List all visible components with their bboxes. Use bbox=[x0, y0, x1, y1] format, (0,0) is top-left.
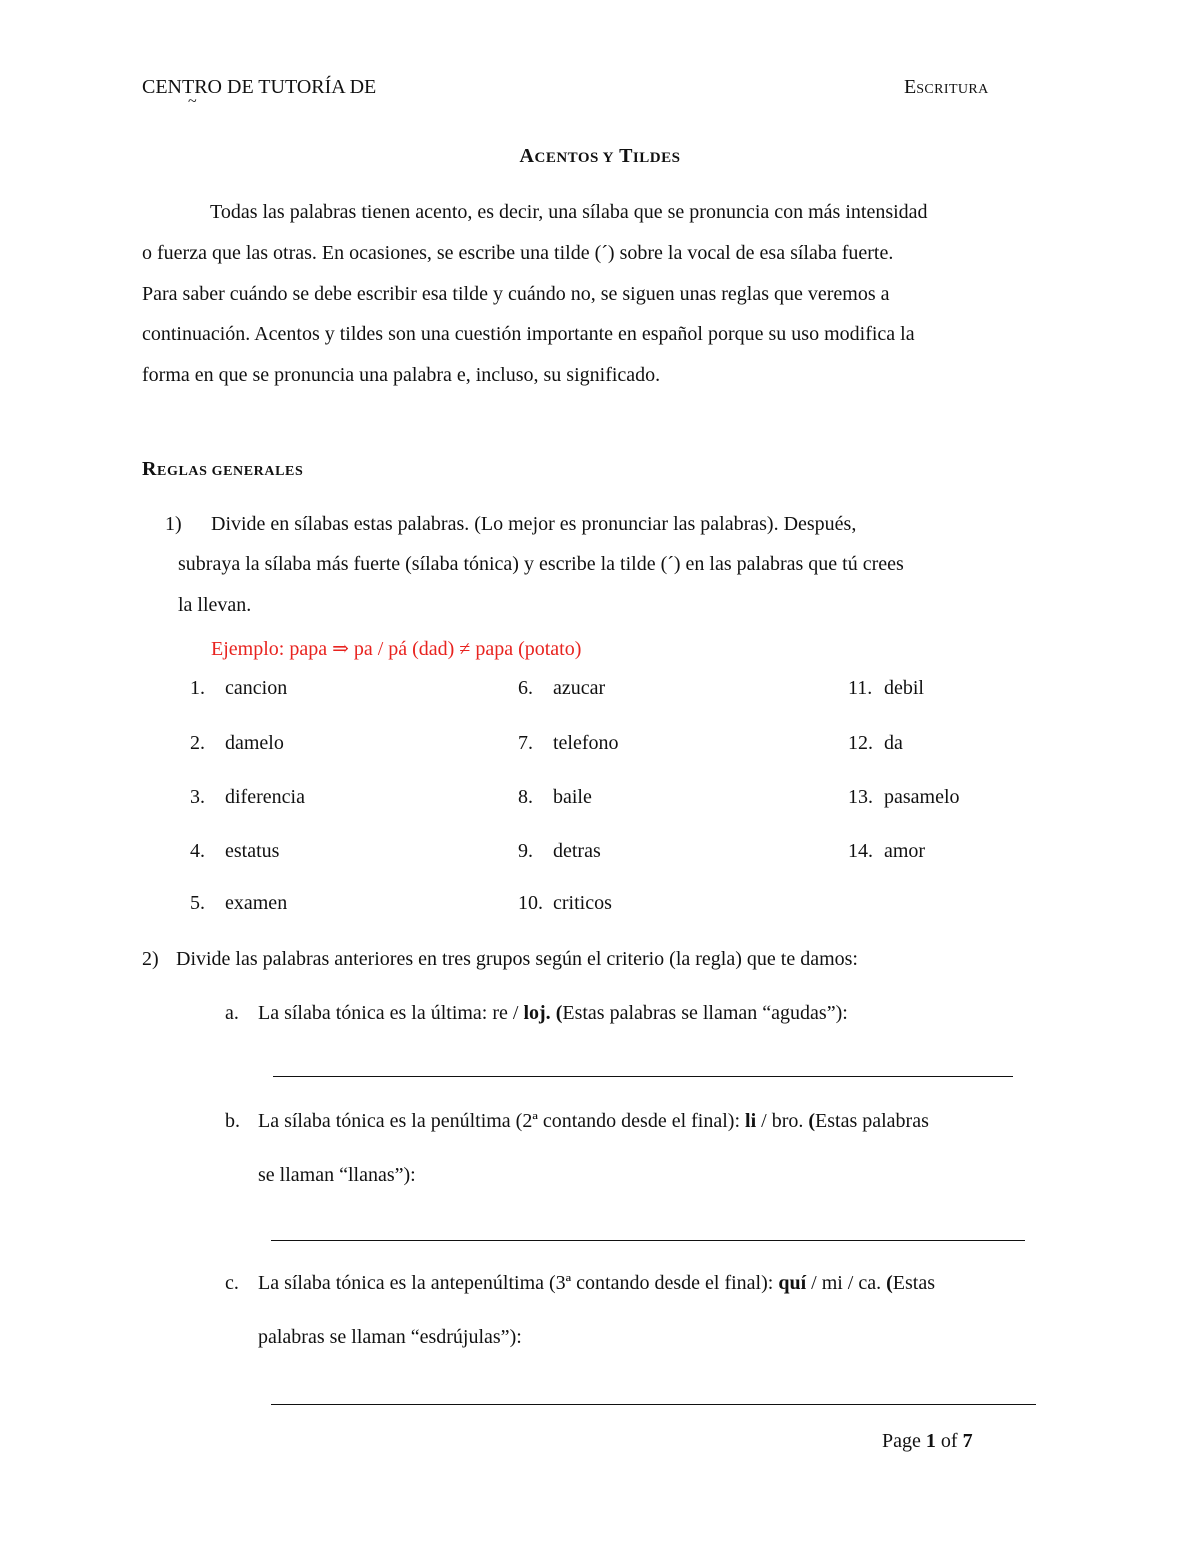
intro-line: Todas las palabras tienen acento, es decir, una sílaba que se pronuncia con más intensidad bbox=[210, 201, 928, 223]
intro-line: forma en que se pronuncia una palabra e, incluso, su significado. bbox=[142, 364, 661, 386]
word-item: baile bbox=[553, 786, 592, 808]
q2-text: Divide las palabras anteriores en tres grupos según el criterio (la regla) que te damos: bbox=[176, 948, 858, 970]
section-heading: REGLAS GENERALES bbox=[142, 458, 304, 480]
word-number: 5. bbox=[190, 892, 205, 914]
word-item: examen bbox=[225, 892, 288, 914]
word-number: 10. bbox=[518, 892, 543, 914]
example-line: Ejemplo: papa ⇒ pa / pá (dad) ≠ papa (potato) bbox=[211, 638, 582, 660]
word-number: 9. bbox=[518, 840, 533, 862]
answer-line-a[interactable] bbox=[273, 1076, 1013, 1077]
word-number: 4. bbox=[190, 840, 205, 862]
word-item: estatus bbox=[225, 840, 280, 862]
word-number: 3. bbox=[190, 786, 205, 808]
rule-b-text: La sílaba tónica es la penúltima (2ª contando desde el final): li / bro. (Estas palabras bbox=[258, 1110, 929, 1132]
q2-number: 2) bbox=[142, 948, 159, 970]
word-number: 12. bbox=[848, 732, 873, 754]
word-number: 14. bbox=[848, 840, 873, 862]
page-number: Page 1 of 7 bbox=[882, 1430, 973, 1452]
rule-c-text-line2: palabras se llaman “esdrújulas”): bbox=[258, 1326, 522, 1348]
word-item: cancion bbox=[225, 677, 288, 699]
word-number: 1. bbox=[190, 677, 205, 699]
rule-b-text-line2: se llaman “llanas”): bbox=[258, 1164, 416, 1186]
q1-line: subraya la sílaba más fuerte (sílaba tónica) y escribe la tilde (´) en las palabras que tú crees bbox=[178, 553, 904, 575]
q1-line: la llevan. bbox=[178, 594, 252, 616]
word-number: 2. bbox=[190, 732, 205, 754]
header-left: CENTRO DE TUTORÍA DE bbox=[142, 76, 377, 98]
word-item: telefono bbox=[553, 732, 619, 754]
word-item: damelo bbox=[225, 732, 284, 754]
intro-line: o fuerza que las otras. En ocasiones, se escribe una tilde (´) sobre la vocal de esa sílaba fuerte. bbox=[142, 242, 894, 264]
item-letter: c. bbox=[225, 1272, 239, 1294]
answer-line-c[interactable] bbox=[271, 1404, 1036, 1405]
header-stray-mark: ~ bbox=[188, 93, 197, 110]
word-number: 7. bbox=[518, 732, 533, 754]
word-item: diferencia bbox=[225, 786, 305, 808]
word-item: criticos bbox=[553, 892, 612, 914]
page-title: ACENTOS Y TILDES bbox=[519, 145, 681, 167]
word-number: 6. bbox=[518, 677, 533, 699]
word-item: amor bbox=[884, 840, 926, 862]
item-letter: a. bbox=[225, 1002, 239, 1024]
word-item: pasamelo bbox=[884, 786, 960, 808]
header-right: ESCRITURA bbox=[904, 76, 989, 98]
item-letter: b. bbox=[225, 1110, 240, 1132]
intro-line: Para saber cuándo se debe escribir esa tilde y cuándo no, se siguen unas reglas que veremos a bbox=[142, 283, 890, 305]
answer-line-b[interactable] bbox=[271, 1240, 1025, 1241]
q1-number: 1) bbox=[165, 513, 182, 535]
word-number: 8. bbox=[518, 786, 533, 808]
word-item: debil bbox=[884, 677, 924, 699]
word-item: detras bbox=[553, 840, 601, 862]
word-number: 11. bbox=[848, 677, 873, 699]
word-number: 13. bbox=[848, 786, 873, 808]
intro-line: continuación. Acentos y tildes son una cuestión importante en español porque su uso modifica la bbox=[142, 323, 915, 345]
rule-a-text: La sílaba tónica es la última: re / loj. (Estas palabras se llaman “agudas”): bbox=[258, 1002, 848, 1024]
rule-c-text: La sílaba tónica es la antepenúltima (3ª contando desde el final): quí / mi / ca. (Estas bbox=[258, 1272, 936, 1294]
q1-line: Divide en sílabas estas palabras. (Lo mejor es pronunciar las palabras). Después, bbox=[211, 513, 857, 535]
word-item: da bbox=[884, 732, 903, 754]
word-item: azucar bbox=[553, 677, 606, 699]
